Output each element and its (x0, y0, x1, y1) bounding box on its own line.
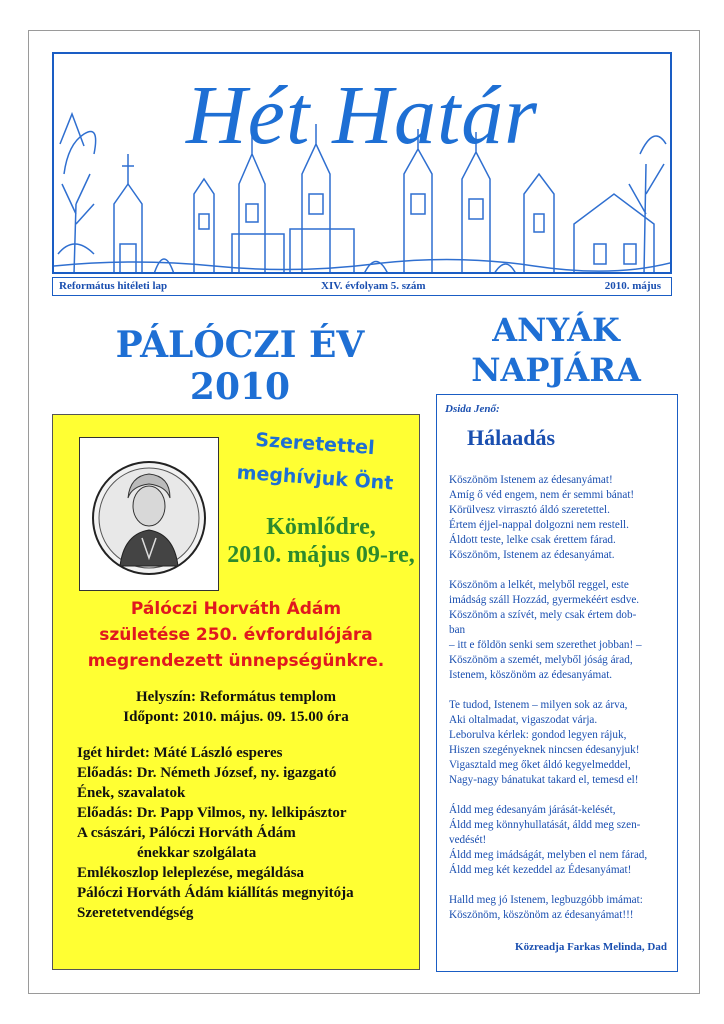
portrait-illustration (80, 438, 218, 590)
program-item: Ének, szavalatok (77, 785, 186, 801)
poem-stanza (449, 698, 673, 788)
poem-line: Te tudod, Istenem – milyen sok az árva, (449, 699, 628, 711)
poem-author: Dsida Jenő: (445, 403, 500, 415)
poem-line: Köszönöm, köszönöm az édesanyámat!!! (449, 909, 634, 921)
poem-stanza (449, 578, 673, 683)
poem-line: Köszönöm Istenem az édesanyámat! (449, 474, 613, 486)
headline-line: NAPJÁRA (471, 351, 641, 389)
poem-line: Áldd meg két kezeddel az Édesanyámat! (449, 864, 632, 876)
poem-line: Halld meg jó Istenem, legbuzgóbb imámat: (449, 894, 643, 906)
poem-body (449, 473, 673, 938)
publication-info-bar (52, 277, 672, 296)
program-item: Emlékoszlop leleplezése, megáldása (77, 865, 305, 881)
program-item: A császári, Pálóczi Horváth Ádám (77, 825, 296, 841)
program-item: Szeretetvendégség (77, 905, 194, 921)
portrait-image (79, 437, 219, 591)
poem-line: Értem éjjel-nappal dolgozni nem restell. (449, 519, 629, 531)
poem-line: Istenem, köszönöm az édesanyámat. (449, 669, 613, 681)
poem-line: Áldott teste, lelke csak érettem fárad. (449, 534, 616, 546)
masthead (52, 52, 672, 274)
poem-line: Köszönöm a lelkét, melyből reggel, este (449, 579, 629, 591)
poem-line: ban (449, 624, 466, 636)
poem-line: Hiszen szegényeknek nincsen édesanyjuk! (449, 744, 640, 756)
invite-place: Kömlődre, (266, 514, 376, 540)
poem-line: Köszönöm, Istenem az édesanyámat. (449, 549, 615, 561)
poem-line: Áldd meg könnyhullatását, áldd meg szen- (449, 819, 641, 831)
program-item: Előadás: Dr. Németh József, ny. igazgató (77, 765, 337, 781)
headline-line: PÁLÓCZI ÉV (115, 324, 365, 366)
headline-line: 2010 (189, 366, 291, 408)
program-item: énekkar szolgálata (137, 845, 257, 861)
program-item: Igét hirdet: Máté László esperes (77, 745, 283, 761)
poem-box (436, 394, 678, 972)
publication-type: Református hitéleti lap (59, 280, 168, 292)
poem-title: Hálaadás (467, 425, 556, 450)
event-line: megrendezett ünnepségünkre. (87, 651, 385, 671)
poem-line: Áldd meg imádságát, melyben el nem fárad, (449, 849, 648, 861)
event-line: Pálóczi Horváth Ádám (130, 599, 342, 619)
issue-date: 2010. május (604, 280, 661, 292)
invite-greeting-line2: meghívjuk Önt (236, 461, 394, 495)
poem-line: Körülvesz virrasztó áldó szeretettel. (449, 504, 610, 516)
poem-line: Köszönöm a szemét, melyből jóság árad, (449, 654, 633, 666)
program-list (77, 743, 417, 923)
poem-line: Vigasztald meg őket áldó kegyelmeddel, (449, 759, 631, 771)
headline-line: ANYÁK (492, 311, 620, 349)
poem-line: Amíg ő véd engem, nem ér semmi bánat! (449, 489, 635, 501)
poem-credit: Közreadja Farkas Melinda, Dad (515, 941, 667, 953)
program-item: Pálóczi Horváth Ádám kiállítás megnyitója (77, 885, 354, 901)
palocz-year-headline (55, 324, 425, 408)
poem-line: Aki oltalmadat, vigaszodat várja. (449, 714, 598, 726)
event-time: Időpont: 2010. május. 09. 15.00 óra (123, 709, 349, 725)
poem-line: vedését! (449, 834, 487, 846)
masthead-title: Hét Határ (186, 69, 538, 162)
poem-line: Köszönöm a szívét, mely csak értem dob- (449, 609, 637, 621)
invite-date: 2010. május 09-re, (227, 542, 415, 568)
program-item: Előadás: Dr. Papp Vilmos, ny. lelkipásztor (77, 805, 347, 821)
mothers-day-headline (436, 310, 676, 390)
venue: Helyszín: Református templom (136, 689, 336, 705)
invite-greeting-line1: Szeretettel (254, 428, 376, 460)
volume-issue: XIV. évfolyam 5. szám (321, 280, 426, 292)
invitation-box (52, 414, 420, 970)
poem-stanza (449, 893, 673, 923)
poem-line: Áldd meg édesanyám járását-kelését, (449, 804, 616, 816)
event-line: születése 250. évfordulójára (99, 625, 373, 645)
poem-line: imádság száll Hozzád, gyermekéért esdve. (449, 594, 640, 606)
poem-line: Nagy-nagy bánatukat takard el, temesd el! (449, 774, 639, 786)
poem-line: – itt e földön senki sem szerethet jobban! – (449, 639, 642, 651)
poem-stanza (449, 473, 673, 563)
poem-line: Leborulva kérlek: gondod legyen rájuk, (449, 729, 627, 741)
poem-stanza (449, 803, 673, 878)
